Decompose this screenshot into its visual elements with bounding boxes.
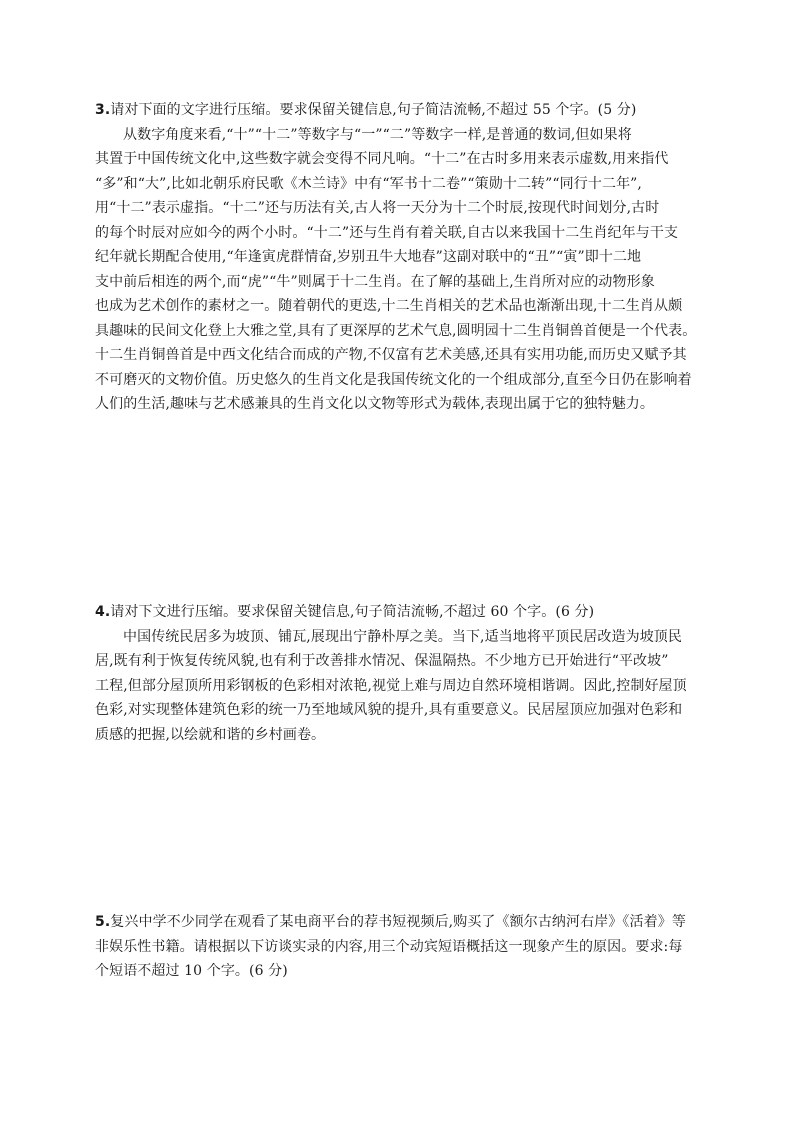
- passage-line: 色彩,对实现整体建筑色彩的统一乃至地域风貌的提升,具有重要意义。民居屋顶应加强对色彩和: [95, 702, 683, 718]
- question-5-stem-line: 个短语不超过 10 个字。(6 分): [95, 963, 288, 979]
- passage-line: 用“十二”表示虚指。“十二”还与历法有关,古人将一天分为十二个时辰,按现代时间划分,古时: [95, 200, 660, 216]
- passage-line: 的每个时辰对应如今的两个小时。“十二”还与生肖有着关联,自古以来我国十二生肖纪年与干支: [95, 224, 679, 241]
- passage-line: 居,既有利于恢复传统风貌,也有利于改善排水情况、保温隔热。不少地方已开始进行“平改坡”: [95, 653, 669, 669]
- passage-line: “多”和“大”,比如北朝乐府民歌《木兰诗》中有“军书十二卷”“策勋十二转”“同行十二年”,: [95, 175, 642, 192]
- question-4-stem: [95, 600, 715, 625]
- question-stem-text: 复兴中学不少同学在观看了某电商平台的荐书短视频后,购买了《额尔古纳河右岸》《活着》等: [110, 914, 686, 930]
- passage-line: 工程,但部分屋顶所用彩钢板的色彩相对浓艳,视觉上难与周边自然环境相谐调。因此,控制好屋顶: [95, 677, 687, 694]
- passage-line: 具趣味的民间文化登上大雅之堂,具有了更深厚的艺术气息,圆明园十二生肖铜兽首便是一个代表。: [95, 322, 697, 339]
- passage-line: 从数字角度来看,“十”“十二”等数字与“一”“二”等数字一样,是普通的数词,但如果将: [123, 126, 632, 143]
- passage-line: 支中前后相连的两个,而“虎”“牛”则属于十二生肖。在了解的基础上,生肖所对应的动物形象: [95, 273, 655, 290]
- question-5-stem-line: [95, 910, 715, 935]
- question-4-stem-line: [95, 600, 715, 625]
- question-5-stem: [95, 910, 715, 984]
- question-4-passage: [95, 625, 715, 748]
- question-number: 3.: [95, 102, 111, 118]
- passage-line: 纪年就长期配合使用,“年逢寅虎群情奋,岁别丑牛大地春”这副对联中的“丑”“寅”即十二地: [95, 249, 642, 265]
- question-3-stem: [95, 98, 715, 123]
- question-5-stem-line: 非娱乐性书籍。请根据以下访谈实录的内容,用三个动宾短语概括这一现象产生的原因。要求:每: [95, 938, 683, 955]
- question-number: 5.: [95, 914, 111, 930]
- passage-line: 十二生肖铜兽首是中西文化结合而成的产物,不仅富有艺术美感,还具有实用功能,而历史又赋予其: [95, 347, 687, 363]
- passage-line: 质感的把握,以绘就和谐的乡村画卷。: [95, 726, 326, 743]
- question-3: [95, 98, 715, 417]
- question-number: 4.: [95, 604, 111, 620]
- question-5: [95, 910, 715, 984]
- passage-line: 中国传统民居多为坡顶、铺瓦,展现出宁静朴厚之美。当下,适当地将平顶民居改造为坡顶民: [123, 628, 682, 645]
- question-4: [95, 600, 715, 747]
- passage-line: 人们的生活,趣味与艺术感兼具的生肖文化以文物等形式为载体,表现出属于它的独特魅力。: [95, 396, 654, 412]
- question-3-stem-line: [95, 98, 715, 123]
- passage-line: 也成为艺术创作的素材之一。随着朝代的更迭,十二生肖相关的艺术品也渐渐出现,十二生肖从颇: [95, 298, 683, 314]
- passage-line: 其置于中国传统文化中,这些数字就会变得不同凡响。“十二”在古时多用来表示虚数,用来指代: [95, 151, 669, 167]
- question-stem-text: 请对下面的文字进行压缩。要求保留关键信息,句子简洁流畅,不超过 55 个字。(5 分): [110, 102, 637, 118]
- passage-line: 不可磨灭的文物价值。历史悠久的生肖文化是我国传统文化的一个组成部分,直至今日仍在影响着: [95, 371, 692, 388]
- question-stem-text: 请对下文进行压缩。要求保留关键信息,句子简洁流畅,不超过 60 个字。(6 分): [110, 604, 595, 620]
- question-3-passage: [95, 123, 715, 417]
